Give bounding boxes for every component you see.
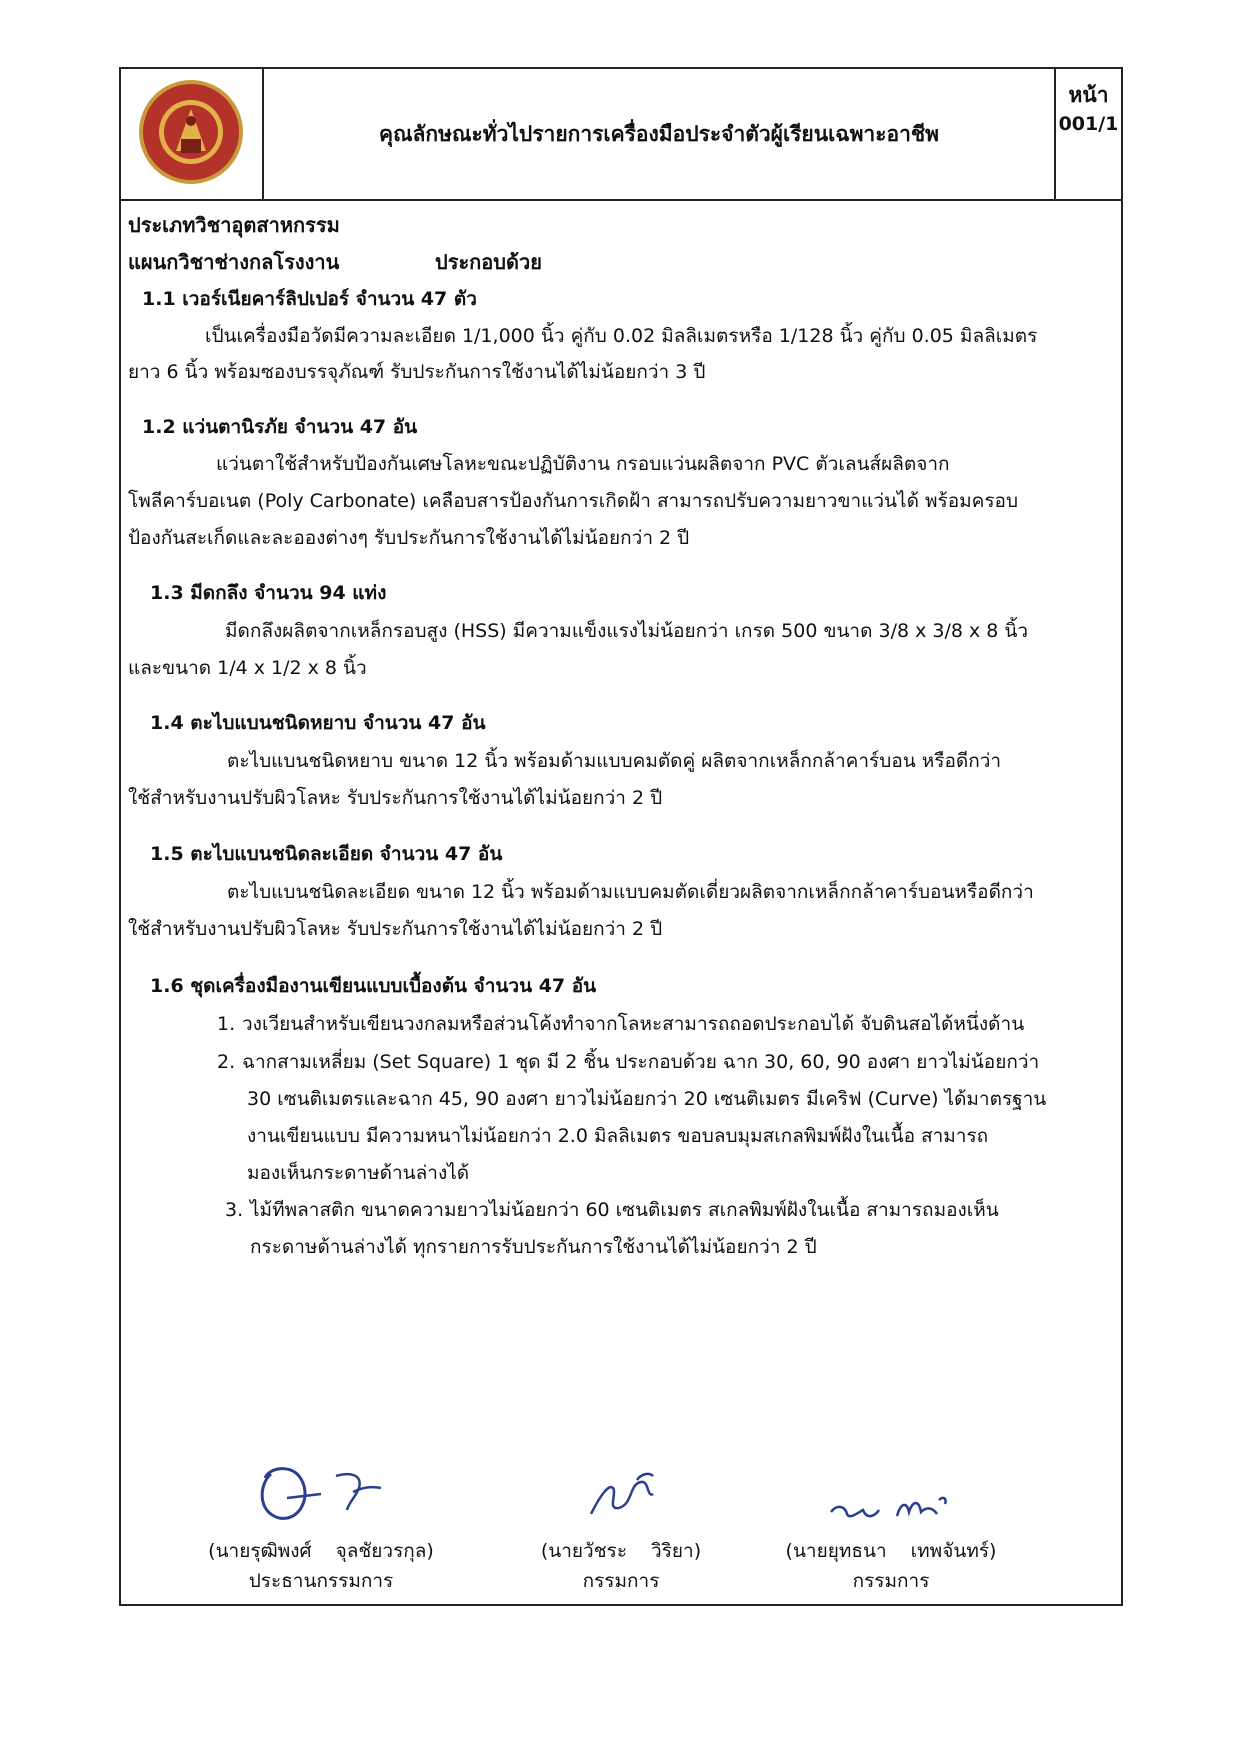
- item-line: ตะไบแบนชนิดละเอียด ขนาด 12 นิ้ว พร้อมด้ามแบบคมตัดเดี่ยวผลิตจากเหล็กกล้าคาร์บอนหรือดีกว่า: [227, 881, 1034, 903]
- page-label: หน้า: [1068, 83, 1109, 107]
- item-heading: 1.5 ตะไบแบนชนิดละเอียด จำนวน 47 อัน: [150, 843, 503, 865]
- sublist-marker: 2.: [217, 1051, 236, 1073]
- signature-block: [771, 1454, 1011, 1596]
- sublist-marker: 3.: [225, 1199, 244, 1221]
- item-line: ป้องกันสะเก็ดและละอองต่างๆ รับประกันการใช้งานได้ไม่น้อยกว่า 2 ปี: [128, 527, 690, 549]
- item-heading: 1.1 เวอร์เนียคาร์ลิปเปอร์ จำนวน 47 ตัว: [142, 288, 477, 310]
- category-label: ประเภทวิชาอุตสาหกรรม: [128, 213, 340, 237]
- item-line: และขนาด 1/4 x 1/2 x 8 นิ้ว: [128, 657, 367, 679]
- page-number: 001/1: [1058, 113, 1119, 135]
- signature-block: [191, 1454, 451, 1596]
- item-heading: 1.3 มีดกลึง จำนวน 94 แท่ง: [150, 582, 387, 604]
- sublist-line: งานเขียนแบบ มีความหนาไม่น้อยกว่า 2.0 มิลลิเมตร ขอบลบมุมสเกลพิมพ์ฝังในเนื้อ สามารถ: [247, 1125, 989, 1147]
- item-heading: 1.6 ชุดเครื่องมืองานเขียนแบบเบื้องต้น จำนวน 47 อัน: [150, 975, 597, 997]
- vocational-seal-icon: [121, 69, 262, 199]
- sublist-line: วงเวียนสำหรับเขียนวงกลมหรือส่วนโค้งทำจากโลหะสามารถถอดประกอบได้ จับดินสอได้หนึ่งด้าน: [242, 1013, 1025, 1035]
- signer-name: (นายยุทธนา เทพจันทร์): [785, 1540, 997, 1562]
- sublist-line: ฉากสามเหลี่ยม (Set Square) 1 ชุด มี 2 ชิ้น ประกอบด้วย ฉาก 30, 60, 90 องศา ยาวไม่น้อยกว่า: [242, 1051, 1040, 1073]
- consists-of-label: ประกอบด้วย: [435, 250, 542, 274]
- item-line: ใช้สำหรับงานปรับผิวโลหะ รับประกันการใช้งานได้ไม่น้อยกว่า 2 ปี: [128, 787, 663, 809]
- signer-role: ประธานกรรมการ: [248, 1570, 394, 1592]
- document-frame: [119, 67, 1123, 1606]
- sublist-line: 30 เซนติเมตรและฉาก 45, 90 องศา ยาวไม่น้อยกว่า 20 เซนติเมตร มีเคริฟ (Curve) ได้มาตรฐาน: [247, 1088, 1047, 1110]
- sublist-line: กระดาษด้านล่างได้ ทุกรายการรับประกันการใช้งานได้ไม่น้อยกว่า 2 ปี: [250, 1236, 817, 1258]
- item-line: ตะไบแบนชนิดหยาบ ขนาด 12 นิ้ว พร้อมด้ามแบบคมตัดคู่ ผลิตจากเหล็กกล้าคาร์บอน หรือดีกว่า: [227, 750, 1002, 772]
- item-line: มีดกลึงผลิตจากเหล็กรอบสูง (HSS) มีความแข็งแรงไม่น้อยกว่า เกรด 500 ขนาด 3/8 x 3/8 x 8 นิ้ว: [225, 620, 1029, 642]
- handwritten-signature-icon: [541, 1454, 701, 1536]
- signer-role: กรรมการ: [582, 1570, 660, 1592]
- sublist-marker: 1.: [217, 1013, 236, 1035]
- item-line: โพลีคาร์บอเนต (Poly Carbonate) เคลือบสารป้องกันการเกิดฝ้า สามารถปรับความยาวขาแว่นได้ พร้อมครอบ: [128, 490, 1019, 512]
- handwritten-signature-icon: [791, 1454, 991, 1536]
- item-line: ยาว 6 นิ้ว พร้อมซองบรรจุภัณฑ์ รับประกันการใช้งานได้ไม่น้อยกว่า 3 ปี: [128, 361, 706, 383]
- item-line: แว่นตาใช้สำหรับป้องกันเศษโลหะขณะปฏิบัติงาน กรอบแว่นผลิตจาก PVC ตัวเลนส์ผลิตจาก: [216, 453, 950, 475]
- signer-role: กรรมการ: [852, 1570, 930, 1592]
- document-title: คุณลักษณะทั่วไปรายการเครื่องมือประจำตัวผู้เรียนเฉพาะอาชีพ: [379, 121, 939, 146]
- logo-cell: [121, 69, 264, 199]
- document-title-cell: [264, 69, 1056, 199]
- item-line: เป็นเครื่องมือวัดมีความละเอียด 1/1,000 นิ้ว คู่กับ 0.02 มิลลิเมตรหรือ 1/128 นิ้ว คู่กับ 0.05 มิลลิเมตร: [205, 325, 1038, 347]
- sublist-line: ไม้ทีพลาสติก ขนาดความยาวไม่น้อยกว่า 60 เซนติเมตร สเกลพิมพ์ฝังในเนื้อ สามารถมองเห็น: [250, 1199, 999, 1221]
- handwritten-signature-icon: [221, 1454, 421, 1536]
- item-heading: 1.4 ตะไบแบนชนิดหยาบ จำนวน 47 อัน: [150, 712, 486, 734]
- header-table: [121, 69, 1121, 201]
- item-line: ใช้สำหรับงานปรับผิวโลหะ รับประกันการใช้งานได้ไม่น้อยกว่า 2 ปี: [128, 918, 663, 940]
- item-heading: 1.2 แว่นตานิรภัย จำนวน 47 อัน: [142, 416, 418, 438]
- signer-name: (นายรุฒิพงศ์ จุลชัยวรกุล): [208, 1540, 434, 1562]
- sublist-line: มองเห็นกระดาษด้านล่างได้: [247, 1162, 470, 1184]
- department-label: แผนกวิชาช่างกลโรงงาน: [128, 250, 340, 274]
- signer-name: (นายวัชระ วิริยา): [540, 1540, 702, 1562]
- page-number-cell: [1056, 69, 1121, 199]
- signature-block: [521, 1454, 721, 1596]
